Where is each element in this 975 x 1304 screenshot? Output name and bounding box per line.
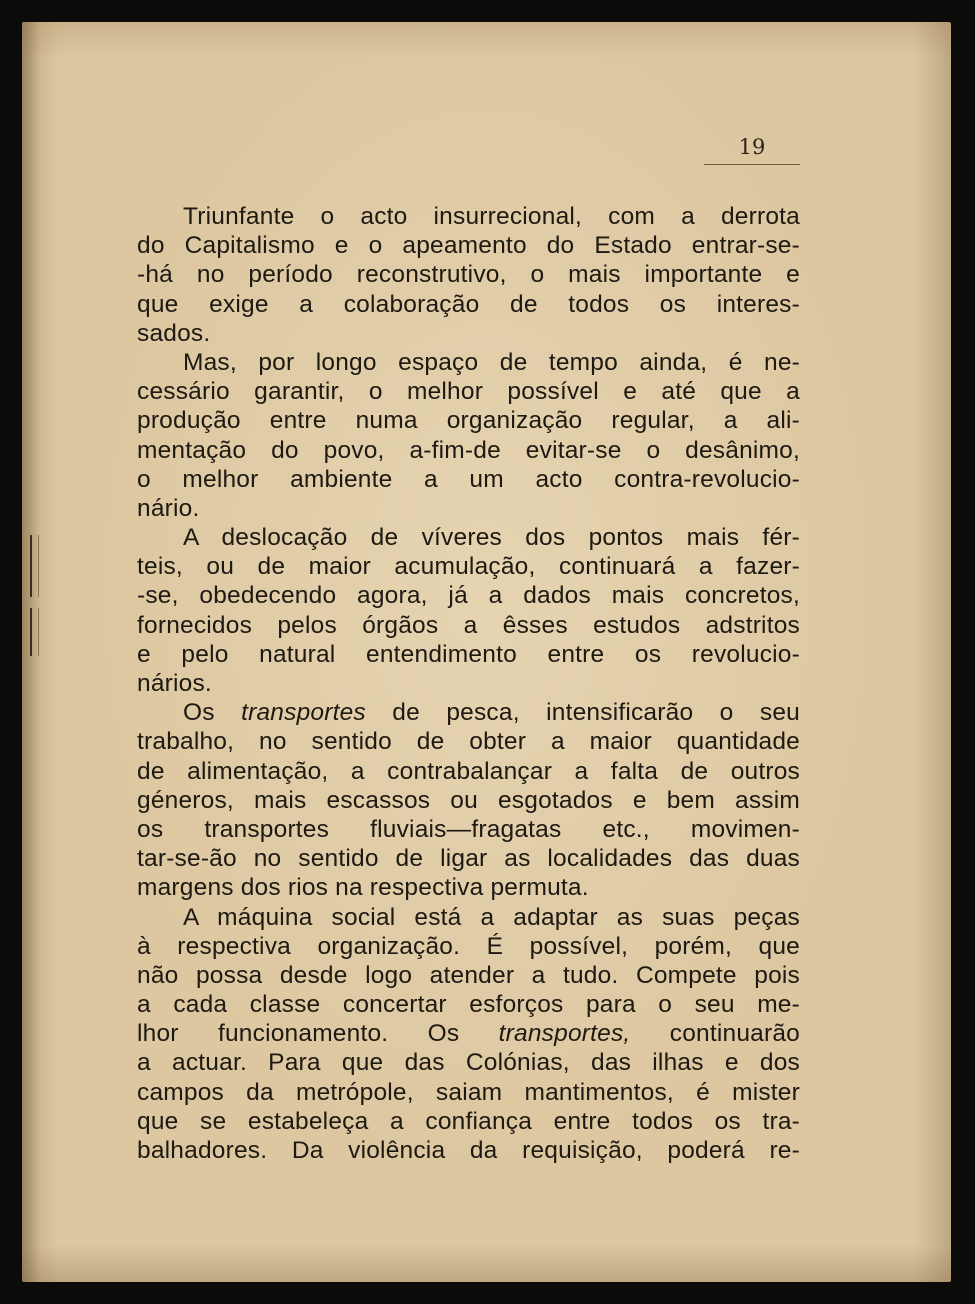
text-line: géneros, mais escassos ou esgotados e bem assim bbox=[137, 786, 800, 814]
staple-top bbox=[30, 535, 39, 597]
text-line: nários. bbox=[137, 670, 212, 697]
text-line: não possa desde logo atender a tudo. Compete pois bbox=[137, 961, 800, 989]
text-line-part: de pesca, intensificarão o seu bbox=[365, 699, 800, 727]
text-line: produção entre numa organização regular, a ali- bbox=[137, 407, 800, 435]
text-line-part: Os bbox=[183, 699, 242, 727]
text-line: teis, ou de maior acumulação, continuará a fazer- bbox=[137, 553, 800, 581]
text-line: A deslocação de víveres dos pontos mais fér- bbox=[183, 524, 800, 552]
text-line: tar-se-ão no sentido de ligar as localidades das duas bbox=[137, 845, 800, 873]
text-line: do Capitalismo e o apeamento do Estado entrar-se- bbox=[137, 232, 800, 260]
body-text bbox=[137, 202, 800, 1165]
text-line: cessário garantir, o melhor possível e até que a bbox=[137, 378, 800, 406]
text-line-part: lhor funcionamento. Os bbox=[137, 1020, 499, 1048]
text-line bbox=[137, 1019, 800, 1048]
text-line: a cada classe concertar esforços para o seu me- bbox=[137, 991, 800, 1019]
italic-word: transportes bbox=[241, 699, 366, 727]
text-line: margens dos rios na respectiva permuta. bbox=[137, 874, 589, 902]
italic-word: transportes, bbox=[498, 1020, 631, 1048]
text-line: que exige a colaboração de todos os interes- bbox=[137, 290, 800, 318]
text-line: Triunfante o acto insurrecional, com a derrota bbox=[183, 203, 800, 230]
text-line: fornecidos pelos órgãos a êsses estudos adstritos bbox=[137, 611, 800, 639]
text-line: campos da metrópole, saiam mantimentos, é mister bbox=[137, 1078, 800, 1106]
text-line: de alimentação, a contrabalançar a falta de outros bbox=[137, 757, 800, 785]
text-line: trabalho, no sentido de obter a maior quantidade bbox=[137, 728, 800, 756]
text-line: o melhor ambiente a um acto contra-revolucio- bbox=[137, 465, 800, 493]
text-line: balhadores. Da violência da requisição, poderá re- bbox=[137, 1137, 800, 1164]
text-line: e pelo natural entendimento entre os revolucio- bbox=[137, 640, 800, 668]
text-line-part: continuarão bbox=[630, 1020, 800, 1048]
text-line: sados. bbox=[137, 319, 211, 347]
page-number: 19 bbox=[704, 132, 800, 165]
staple-bottom bbox=[30, 608, 39, 656]
text-line: -se, obedecendo agora, já a dados mais concretos, bbox=[137, 582, 800, 610]
text-line: -há no período reconstrutivo, o mais importante e bbox=[137, 261, 800, 289]
text-line bbox=[137, 698, 800, 727]
text-line: A máquina social está a adaptar as suas peças bbox=[183, 903, 800, 931]
text-line: mentação do povo, a-fim-de evitar-se o desânimo, bbox=[137, 436, 800, 464]
text-line: que se estabeleça a confiança entre todos os tra- bbox=[137, 1107, 800, 1135]
text-line: Mas, por longo espaço de tempo ainda, é ne- bbox=[183, 348, 800, 376]
text-line: os transportes fluviais—fragatas etc., movimen- bbox=[137, 815, 800, 843]
text-line: à respectiva organização. É possível, porém, que bbox=[137, 932, 800, 960]
text-line: nário. bbox=[137, 494, 200, 522]
text-line: a actuar. Para que das Colónias, das ilhas e dos bbox=[137, 1049, 800, 1077]
